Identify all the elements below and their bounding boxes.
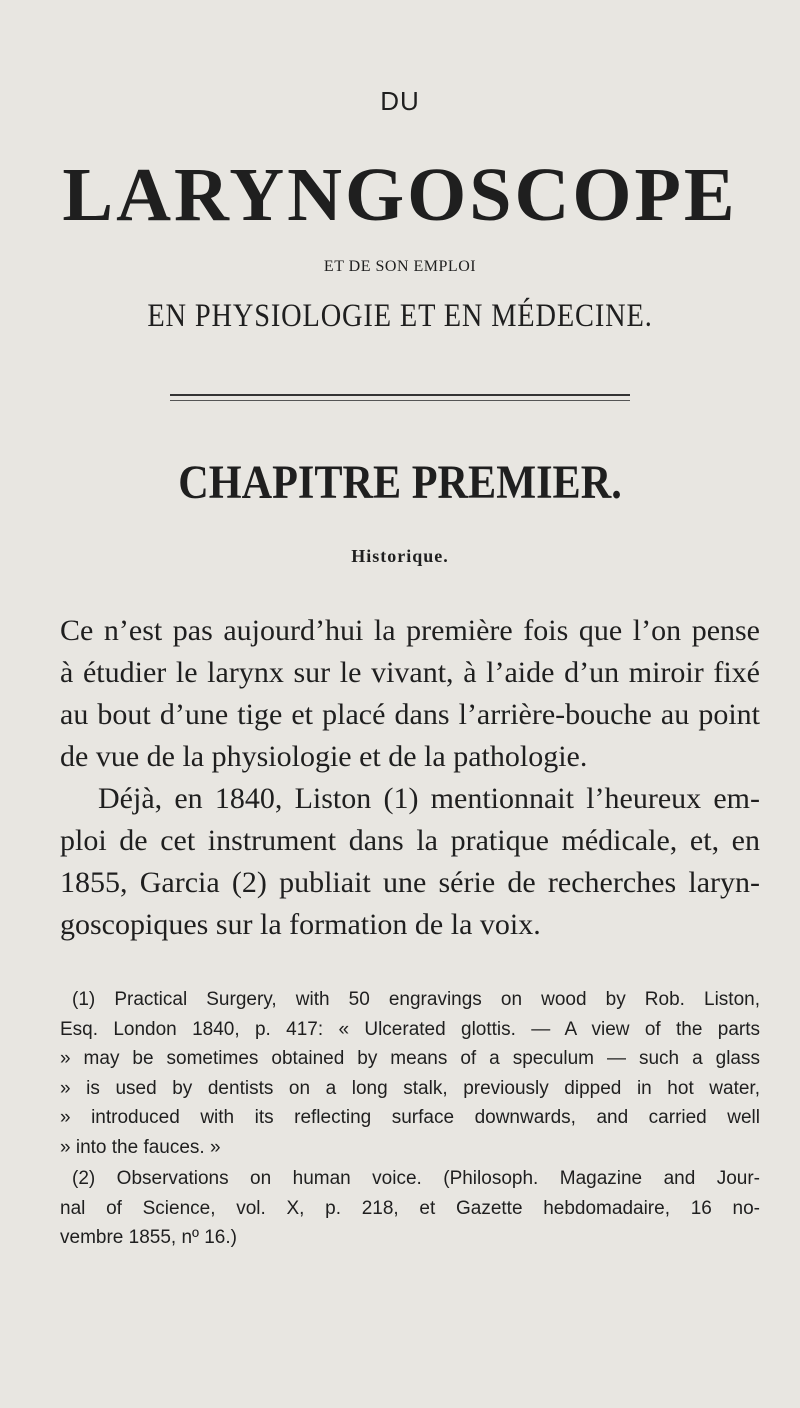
section-heading: Historique. bbox=[351, 546, 449, 566]
footnote-line: nal of Science, vol. X, p. 218, et Gazette hebdomadaire, 16 no- bbox=[60, 1197, 760, 1219]
paragraph-1 bbox=[60, 610, 760, 778]
footnote-line: (2) Observations on human voice. (Philosoph. Magazine and Jour- bbox=[72, 1168, 760, 1189]
footnote-line: vembre 1855, nº 16.) bbox=[60, 1227, 237, 1248]
pre-title: DU bbox=[380, 86, 420, 116]
subtitle-large: EN PHYSIOLOGIE ET EN MÉDECINE. bbox=[147, 298, 653, 334]
text-line: ploi de cet instrument dans la pratique médicale, et, en bbox=[60, 824, 760, 857]
footnote-1 bbox=[60, 985, 760, 1162]
footnote-line: » may be sometimes obtained by means of a speculum — such a glass bbox=[60, 1048, 760, 1069]
footnote-line: (1) Practical Surgery, with 50 engravings on wood by Rob. Liston, bbox=[72, 989, 760, 1010]
text-line: de vue de la physiologie et de la pathologie. bbox=[60, 740, 588, 773]
text-line: au bout d’une tige et placé dans l’arrière-bouche au point bbox=[60, 698, 760, 731]
footnote-line: » introduced with its reflecting surface downwards, and carried well bbox=[60, 1107, 760, 1128]
title-divider-thin bbox=[170, 400, 630, 401]
chapter-title: CHAPITRE PREMIER. bbox=[178, 456, 622, 509]
subtitle-small: ET DE SON EMPLOI bbox=[323, 258, 477, 275]
footnote-line: » is used by dentists on a long stalk, previously dipped in hot water, bbox=[60, 1077, 760, 1099]
book-title: LARYNGOSCOPE bbox=[62, 153, 738, 237]
text-line: Déjà, en 1840, Liston (1) mentionnait l’heureux em- bbox=[98, 782, 760, 815]
footnote-line: Esq. London 1840, p. 417: « Ulcerated glottis. — A view of the parts bbox=[60, 1018, 760, 1040]
footnote-line: » into the fauces. » bbox=[60, 1136, 221, 1158]
text-line: goscopiques sur la formation de la voix. bbox=[60, 908, 541, 941]
text-line: à étudier le larynx sur le vivant, à l’aide d’un miroir fixé bbox=[60, 656, 760, 689]
text-line: Ce n’est pas aujourd’hui la première fois que l’on pense bbox=[60, 614, 760, 647]
text-line: 1855, Garcia (2) publiait une série de recherches laryn- bbox=[60, 866, 760, 899]
footnote-2 bbox=[60, 1164, 760, 1253]
title-divider-thick bbox=[170, 394, 630, 396]
paragraph-2 bbox=[60, 778, 760, 946]
